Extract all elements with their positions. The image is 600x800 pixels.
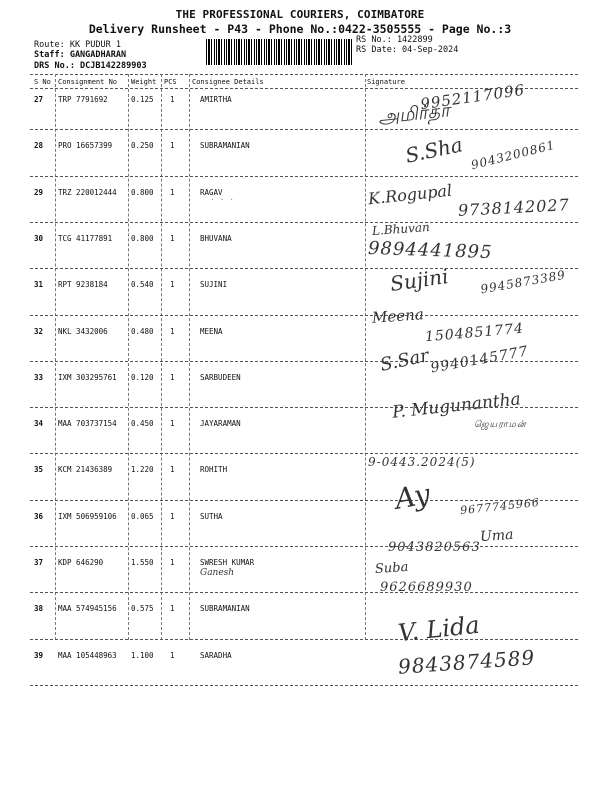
signature-phone: 9940145777 xyxy=(429,343,530,377)
row-sno: 39 xyxy=(34,650,44,660)
row-sno: 31 xyxy=(34,280,44,290)
signature-phone: 9738142027 xyxy=(457,195,571,220)
signature-phone: 9043820563 xyxy=(388,540,481,555)
row-weight: 1.550 xyxy=(131,558,154,567)
column-divider xyxy=(365,74,366,640)
row-consignee: SUJINI xyxy=(200,280,228,290)
col-weight: Weight xyxy=(131,78,157,86)
row-weight: 1.100 xyxy=(131,650,154,660)
row-divider xyxy=(30,129,578,130)
signature-name: Sujini xyxy=(388,264,450,296)
row-pcs: 1 xyxy=(170,650,175,660)
row-sno: 33 xyxy=(34,372,44,382)
row-consignment-no: IXM 506959106 xyxy=(58,511,117,521)
row-divider xyxy=(30,685,578,686)
staff-label: Staff: GANGADHARAN xyxy=(34,50,127,60)
row-sno: 37 xyxy=(34,558,44,567)
row-consignment-no: TRZ 220012444 xyxy=(58,187,117,197)
row-consignment-no: IXM 303295761 xyxy=(58,372,117,382)
table-top-rule xyxy=(30,74,578,75)
row-divider xyxy=(30,639,578,640)
col-consignment: Consignment No xyxy=(58,78,118,86)
signature-phone: 9945873389 xyxy=(479,267,567,297)
row-consignment-no: PRO 16657399 xyxy=(58,141,113,151)
row-weight: 0.450 xyxy=(131,419,154,429)
row-consignee: ROHITH xyxy=(200,465,228,475)
row-weight: 0.065 xyxy=(131,511,154,521)
row-sno: 35 xyxy=(34,465,44,475)
row-consignee: SARADHA xyxy=(200,650,232,660)
row-consignment-no: MAA 574945156 xyxy=(58,604,117,614)
row-consignment-no: KCM 21436389 xyxy=(58,465,113,475)
row-consignment-no: RPT 9238184 xyxy=(58,280,108,290)
row-weight: 0.250 xyxy=(131,141,154,151)
signature-phone: 9952117096 xyxy=(419,80,527,114)
signature-name: Meena xyxy=(371,305,425,327)
row-weight: 0.575 xyxy=(131,604,154,614)
row-divider xyxy=(30,592,578,593)
signature-phone: 9043200861 xyxy=(469,137,557,173)
route-label: Route: KK PUDUR 1 xyxy=(34,40,121,50)
signature-name: Uma xyxy=(479,526,514,546)
signature-name: S.Sar xyxy=(378,345,431,376)
signature-phone: 9677745966 xyxy=(459,495,541,518)
signature-name: Ay xyxy=(392,477,433,516)
barcode xyxy=(206,39,352,65)
row-consignment-no: KDP 646290 xyxy=(58,558,104,567)
column-divider xyxy=(128,74,129,640)
row-consignee: SARBUDEEN xyxy=(200,372,241,382)
row-divider xyxy=(30,315,578,316)
row-consignee: MEENA xyxy=(200,326,223,336)
signature-phone: 9-0443.2024(5) xyxy=(368,455,476,469)
consignee-handwritten-note: Ganesh xyxy=(200,568,235,578)
row-divider xyxy=(30,222,578,223)
row-weight: 0.120 xyxy=(131,372,154,382)
row-consignee: RAGAV xyxy=(200,187,223,197)
row-pcs: 1 xyxy=(170,419,175,429)
signature-phone: 9894441895 xyxy=(367,237,493,264)
row-pcs: 1 xyxy=(170,95,175,104)
signature-name: Suba xyxy=(374,559,409,578)
row-sno: 34 xyxy=(34,419,44,429)
row-weight: 0.800 xyxy=(131,233,154,243)
row-consignment-no: MAA 105448963 xyxy=(58,650,117,660)
row-pcs: 1 xyxy=(170,233,175,243)
runsheet-subtitle: Delivery Runsheet - P43 - Phone No.:0422-3505555 - Page No.:3 xyxy=(88,22,512,36)
signature-name: P. Mugunantha xyxy=(391,389,522,423)
signature-phone: ஜெயராமன் xyxy=(474,420,527,430)
row-consignee: SUBRAMANIAN xyxy=(200,604,250,614)
column-divider xyxy=(161,74,162,640)
row-consignee: AMIRTHA xyxy=(200,95,232,104)
row-sno: 30 xyxy=(34,233,44,243)
row-divider xyxy=(30,268,578,269)
rs-date: RS Date: 04-Sep-2024 xyxy=(356,45,459,55)
signature-phone: 9626689930 xyxy=(380,580,473,595)
signature-name: அமிர்தா xyxy=(376,99,451,129)
row-weight: 0.480 xyxy=(131,326,154,336)
row-weight: 0.800 xyxy=(131,187,154,197)
signature-name: K.Rogupal xyxy=(367,180,453,209)
row-consignee: SWRESH KUMAR xyxy=(200,558,255,567)
row-consignee: BHUVANA xyxy=(200,233,232,243)
column-divider xyxy=(55,74,56,640)
column-divider xyxy=(189,74,190,640)
row-pcs: 1 xyxy=(170,187,175,197)
row-consignment-no: MAA 703737154 xyxy=(58,419,117,429)
row-sno: 27 xyxy=(34,95,44,104)
row-pcs: 1 xyxy=(170,141,175,151)
signature-phone: 1504851774 xyxy=(424,320,525,346)
row-sno: 38 xyxy=(34,604,44,614)
col-sno: S No xyxy=(34,78,51,86)
row-consignment-no: NKL 3432006 xyxy=(58,326,108,336)
row-divider xyxy=(30,546,578,547)
drs-number: DRS No.: DCJB142289903 xyxy=(34,61,147,71)
row-consignee: SUBRAMANIAN xyxy=(200,141,250,151)
row-weight: 0.125 xyxy=(131,95,154,104)
row-sno: 32 xyxy=(34,326,44,336)
row-pcs: 1 xyxy=(170,465,175,475)
signature-phone: 9843874589 xyxy=(397,645,536,679)
signature-name: L.Bhuvan xyxy=(371,220,431,238)
row-sno: 36 xyxy=(34,511,44,521)
row-divider xyxy=(30,176,578,177)
row-sno: 29 xyxy=(34,187,44,197)
row-pcs: 1 xyxy=(170,604,175,614)
signature-name: V. Lida xyxy=(396,610,481,648)
row-consignee: JAYARAMAN xyxy=(200,419,241,429)
row-weight: 0.540 xyxy=(131,280,154,290)
row-pcs: 1 xyxy=(170,511,175,521)
signature-name: S.Sha xyxy=(403,132,465,168)
row-pcs: 1 xyxy=(170,372,175,382)
row-pcs: 1 xyxy=(170,326,175,336)
rs-number: RS No.: 1422899 xyxy=(356,35,433,45)
row-consignment-no: TCG 41177891 xyxy=(58,233,113,243)
col-consignee: Consignee Details xyxy=(192,78,264,86)
scan-speck: · · · xyxy=(210,195,235,204)
row-consignment-no: TRP 7791692 xyxy=(58,95,108,104)
row-sno: 28 xyxy=(34,141,44,151)
company-title: THE PROFESSIONAL COURIERS, COIMBATORE xyxy=(175,8,425,21)
row-consignee: SUTHA xyxy=(200,511,223,521)
row-divider xyxy=(30,453,578,454)
row-pcs: 1 xyxy=(170,280,175,290)
col-pcs: PCS xyxy=(164,78,177,86)
row-pcs: 1 xyxy=(170,558,175,567)
col-signature: Signature xyxy=(367,78,405,86)
row-weight: 1.220 xyxy=(131,465,154,475)
